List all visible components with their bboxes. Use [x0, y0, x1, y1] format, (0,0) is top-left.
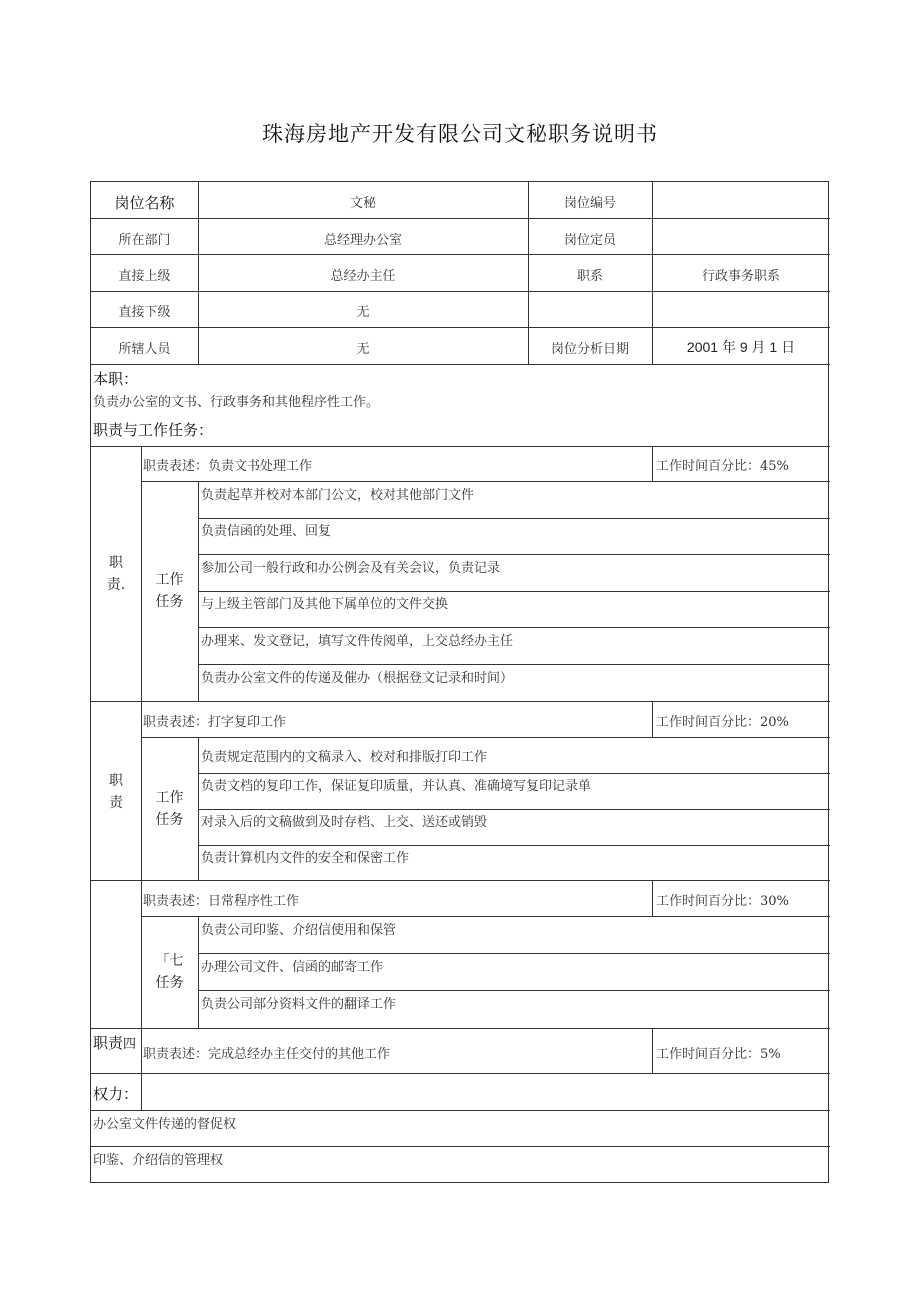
value-department: 总经理办公室: [323, 233, 402, 248]
section-heading-duties: 职责与工作任务：: [93, 421, 214, 439]
duty3-task-label-line2: 任务: [155, 975, 184, 991]
duty2-label-line2: 责: [109, 795, 123, 811]
value-staff-managed: 无: [356, 342, 370, 357]
duty2-task: 负责计算机内文件的安全和保密工作: [201, 851, 410, 866]
core-duty-text: 负责办公室的文书、行政事务和其他程序性工作。: [93, 395, 380, 410]
duty1-task: 办理来、发文登记，填写文件传阅单，上交总经办主任: [201, 634, 514, 649]
duty2-task-label-line1: 工作: [155, 790, 184, 806]
duty1-description: 职责表述：负责文书处理工作: [143, 459, 313, 474]
duty1-label-line2: 责.: [106, 577, 126, 593]
label-direct-subordinate: 直接下级: [118, 305, 171, 320]
section-heading-core-duty: 本职：: [93, 370, 139, 388]
value-direct-subordinate: 无: [356, 305, 370, 320]
label-direct-superior: 直接上级: [118, 269, 171, 284]
duty1-task-label-line2: 任务: [155, 594, 184, 610]
duty3-task: 负责公司部分资料文件的翻译工作: [201, 997, 397, 1012]
duty1-task-label-line1: 工作: [155, 572, 184, 588]
label-staff-managed: 所辖人员: [118, 342, 171, 357]
duty4-time-percentage: 工作时间百分比：5%: [656, 1047, 781, 1062]
duty1-task: 与上级主管部门及其他下属单位的文件交换: [201, 597, 449, 612]
power-item: 印鉴、介绍信的管理权: [93, 1153, 224, 1168]
label-job-family: 职系: [576, 269, 603, 284]
duty1-label-line1: 职: [109, 555, 123, 571]
duty3-task-label-line1: 「七: [155, 953, 184, 969]
duty4-description: 职责表述：完成总经办主任交付的其他工作: [143, 1047, 391, 1062]
duty2-label-line1: 职: [109, 773, 123, 789]
duty4-label: [93, 1032, 136, 1053]
duty2-task-label: [141, 787, 198, 831]
duty3-task: 办理公司文件、信函的邮寄工作: [201, 960, 384, 975]
duty3-description: 职责表述：日常程序性工作: [143, 894, 300, 909]
value-direct-superior: 总经办主任: [330, 269, 396, 284]
label-position-name: 岗位名称: [114, 194, 175, 212]
power-item: 办公室文件传递的督促权: [93, 1117, 237, 1132]
duty1-time-percentage: 工作时间百分比：45%: [656, 459, 789, 474]
duty4-label-text: 职责: [93, 1034, 124, 1052]
duty1-task: 负责起草并校对本部门公文，校对其他部门文件: [201, 488, 475, 503]
duty3-time-percentage: 工作时间百分比：30%: [656, 894, 789, 909]
duty4-label-suffix: 四: [123, 1037, 137, 1052]
value-analysis-date: 2001 年 9 月 1 日: [686, 339, 796, 355]
job-description-table: [90, 181, 829, 1183]
duty2-task: 负责规定范围内的文稿录入、校对和排版打印工作: [201, 750, 488, 765]
duty1-task: 负责信函的处理、回复: [201, 524, 332, 539]
duty3-task-label: [141, 950, 198, 994]
duty3-task: 负责公司印鉴、介绍信使用和保管: [201, 923, 397, 938]
duty2-description: 职责表述：打字复印工作: [143, 715, 287, 730]
section-heading-power: 权力：: [93, 1085, 139, 1103]
label-headcount: 岗位定员: [563, 233, 616, 248]
duty1-label: [91, 552, 141, 596]
duty1-task: 负责办公室文件的传递及催办（根据登文记录和时间）: [201, 671, 514, 686]
duty2-task-label-line2: 任务: [155, 812, 184, 828]
label-position-code: 岗位编号: [563, 196, 616, 211]
duty2-task: 对录入后的文稿做到及时存档、上交、送还或销毁: [201, 815, 488, 830]
label-department: 所在部门: [118, 233, 171, 248]
duty1-task-label: [141, 569, 198, 613]
value-position-name: 文秘: [349, 196, 376, 211]
document-title: 珠海房地产开发有限公司文秘职务说明书: [262, 122, 658, 146]
duty1-task: 参加公司一般行政和办公例会及有关会议，负责记录: [201, 561, 501, 576]
value-job-family: 行政事务职系: [701, 269, 780, 284]
duty2-task: 负责文档的复印工作，保证复印质量，并认真、准确境写复印记录单: [201, 779, 592, 794]
duty2-time-percentage: 工作时间百分比：20%: [656, 715, 789, 730]
duty2-label: [91, 770, 141, 814]
label-analysis-date: 岗位分析日期: [550, 342, 629, 357]
